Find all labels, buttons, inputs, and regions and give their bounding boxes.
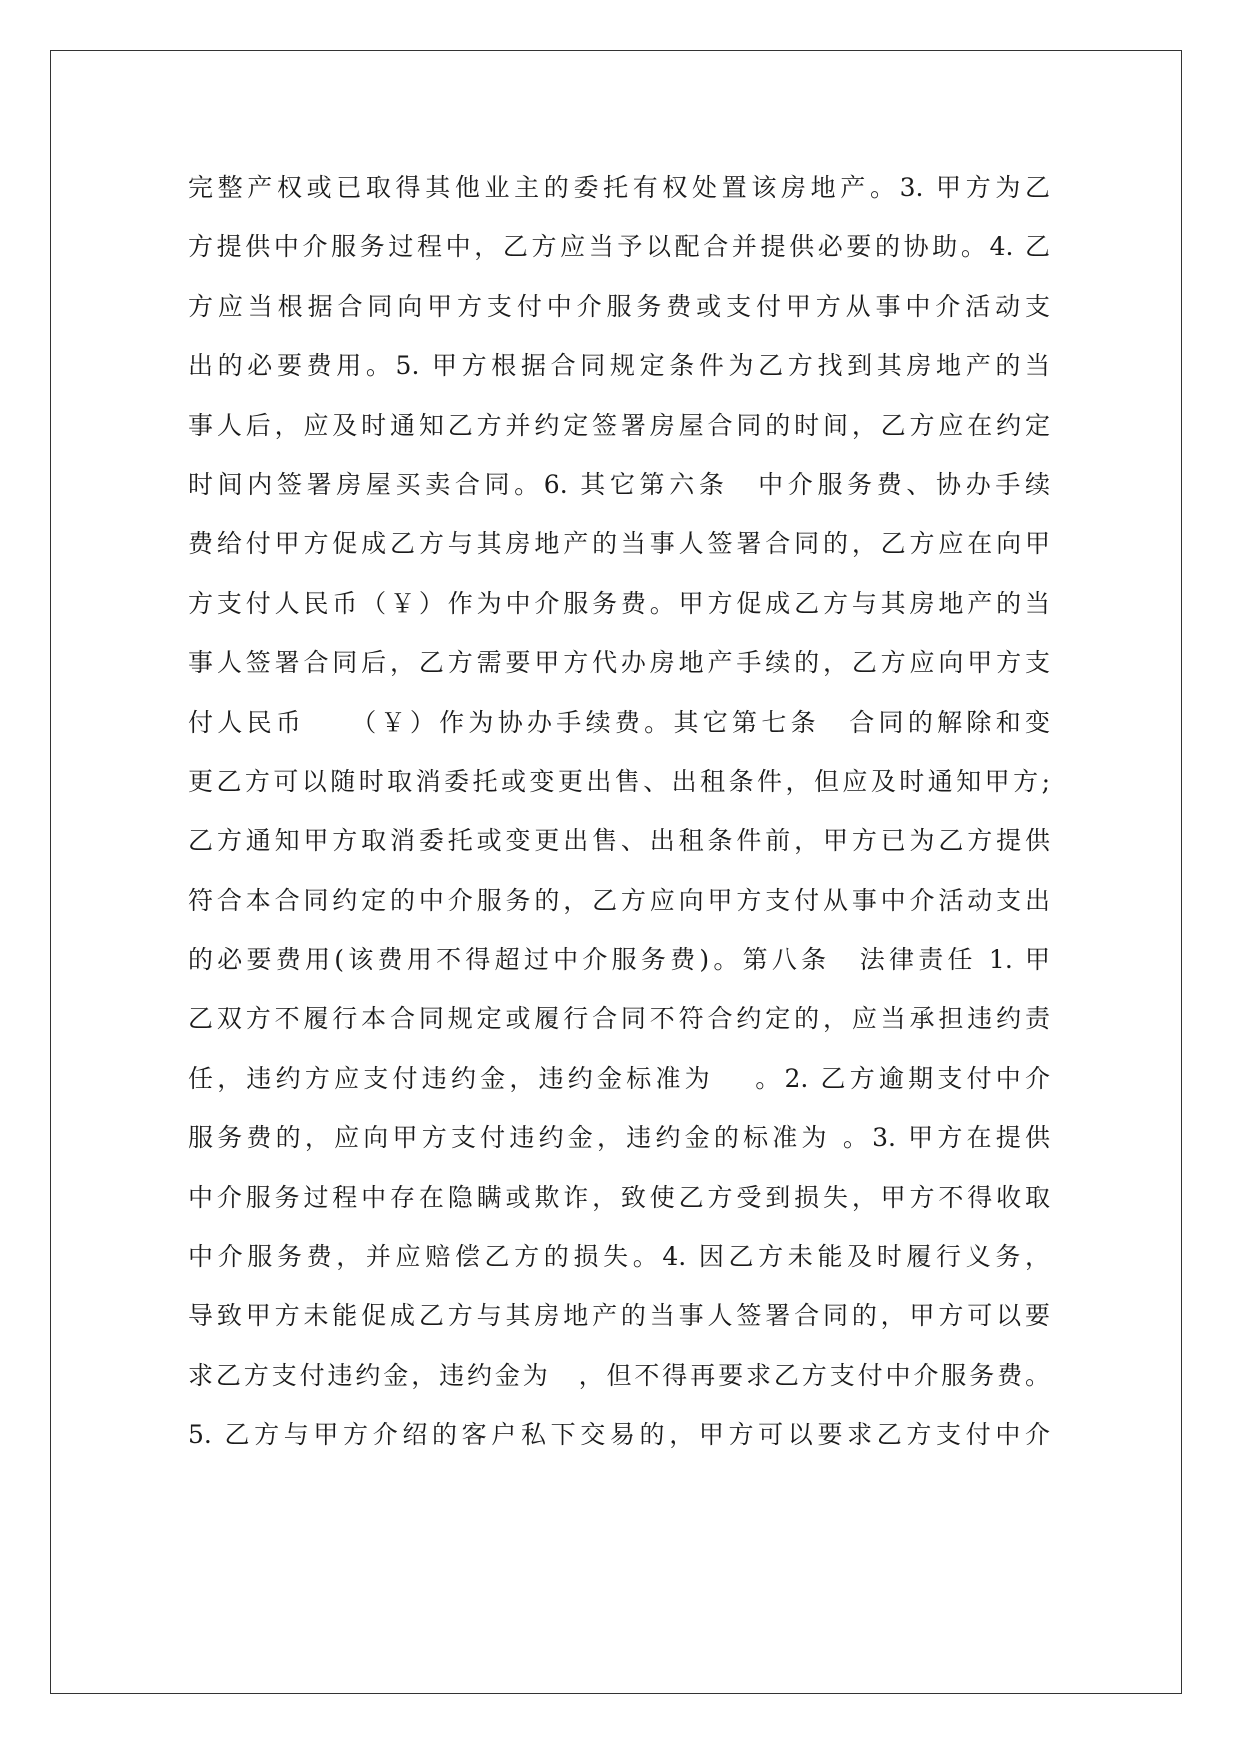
text-line-6: 时间内签署房屋买卖合同。6. 其它第六条 中介服务费、协办手续 bbox=[188, 469, 1050, 499]
text-line-11: 更乙方可以随时取消委托或变更出售、出租条件，但应及时通知甲方; bbox=[188, 766, 1050, 796]
text-line-18: 中介服务过程中存在隐瞒或欺诈，致使乙方受到损失，甲方不得收取 bbox=[188, 1182, 1050, 1212]
text-line-15: 乙双方不履行本合同规定或履行合同不符合约定的，应当承担违约责 bbox=[188, 1004, 1050, 1034]
text-line-14: 的必要费用(该费用不得超过中介服务费)。第八条 法律责任 1. 甲 bbox=[188, 945, 1050, 975]
text-line-8: 方支付人民币（￥）作为中介服务费。甲方促成乙方与其房地产的当 bbox=[188, 588, 1050, 618]
text-line-3: 方应当根据合同向甲方支付中介服务费或支付甲方从事中介活动支 bbox=[188, 291, 1050, 321]
text-line-7: 费给付甲方促成乙方与其房地产的当事人签署合同的，乙方应在向甲 bbox=[188, 529, 1050, 559]
text-line-12: 乙方通知甲方取消委托或变更出售、出租条件前，甲方已为乙方提供 bbox=[188, 826, 1050, 856]
text-line-19: 中介服务费，并应赔偿乙方的损失。4. 因乙方未能及时履行义务， bbox=[188, 1242, 1050, 1272]
text-line-21: 求乙方支付违约金，违约金为 ，但不得再要求乙方支付中介服务费。 bbox=[188, 1360, 1050, 1390]
text-line-2: 方提供中介服务过程中，乙方应当予以配合并提供必要的协助。4. 乙 bbox=[188, 232, 1050, 262]
text-line-20: 导致甲方未能促成乙方与其房地产的当事人签署合同的，甲方可以要 bbox=[188, 1301, 1050, 1331]
text-line-9: 事人签署合同后，乙方需要甲方代办房地产手续的，乙方应向甲方支 bbox=[188, 648, 1050, 678]
text-line-1: 完整产权或已取得其他业主的委托有权处置该房地产。3. 甲方为乙 bbox=[188, 173, 1050, 202]
contract-body-text bbox=[188, 158, 1050, 1465]
text-line-17: 服务费的，应向甲方支付违约金，违约金的标准为 。3. 甲方在提供 bbox=[188, 1123, 1050, 1153]
text-line-16: 任，违约方应支付违约金，违约金标准为 。2. 乙方逾期支付中介 bbox=[188, 1063, 1050, 1093]
text-line-5: 事人后，应及时通知乙方并约定签署房屋合同的时间，乙方应在约定 bbox=[188, 410, 1050, 440]
text-line-13: 符合本合同约定的中介服务的，乙方应向甲方支付从事中介活动支出 bbox=[188, 885, 1050, 915]
text-line-4: 出的必要费用。5. 甲方根据合同规定条件为乙方找到其房地产的当 bbox=[188, 351, 1050, 381]
text-line-22: 5. 乙方与甲方介绍的客户私下交易的，甲方可以要求乙方支付中介 bbox=[188, 1420, 1050, 1450]
text-line-10: 付人民币 （￥）作为协办手续费。其它第七条 合同的解除和变 bbox=[188, 707, 1050, 737]
